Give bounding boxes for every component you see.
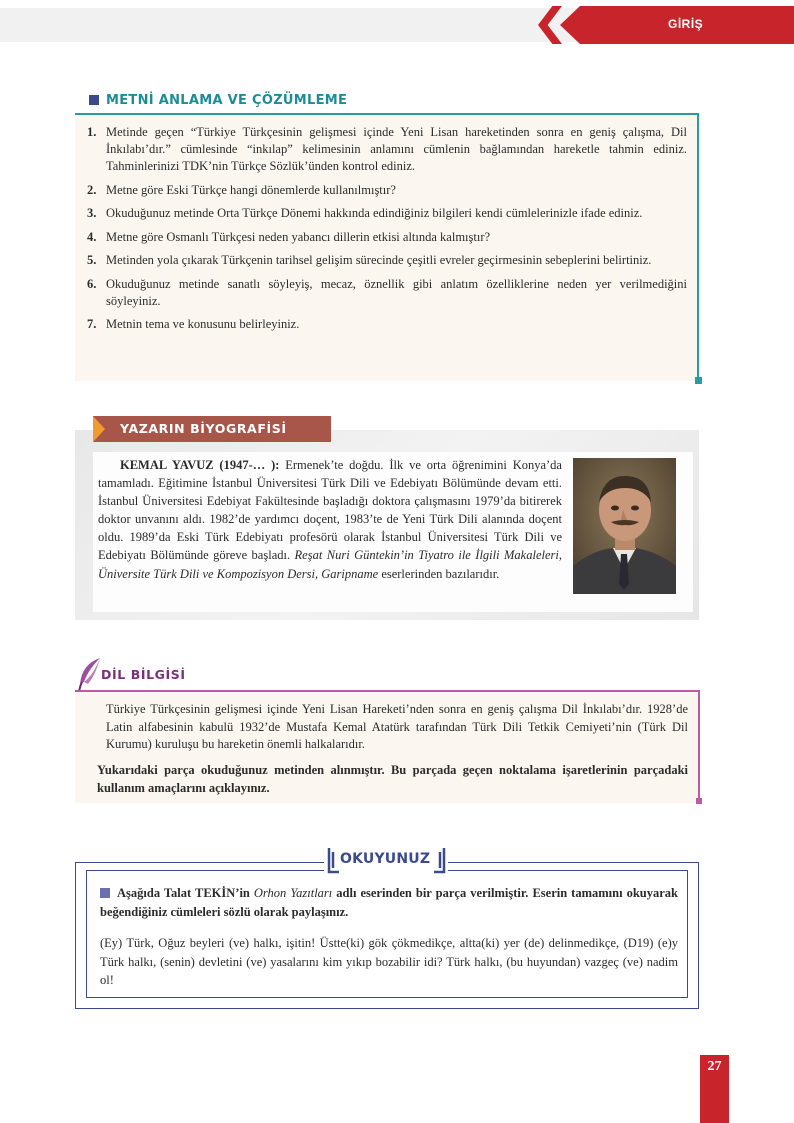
biography-body: Ermenek’te doğdu. İlk ve orta öğrenimini Konya’da tamamladı. Eğitimine İstanbul Üniversitesi Türk Dili ve Edebiyatı Bölümünde devam etti. İstanbul Üniversitesi Edebiyat Fakültesinde başladığı doktora çalışmasını 1979’da bitirerek doktor unvanını aldı. 1982’de yardımcı doçent, 1983’te de Yeni Türk Dili alanında doçent oldu. 1989’da Eski Türk Edebiyatı profesörü olarak İstanbul Üniversitesi Türk Dili ve Edebiyatı Bölümünde göreve başladı. [98, 458, 562, 563]
question-text: Metinde geçen “Türkiye Türkçesinin gelişmesi içinde Yeni Lisan hareketinden sonra en geniş çalışma, Dil İnkılabı’dır.” cümlesinde “inkılap” kelimesinin anlamını cümlenin bağlamından hareketle tahmin ediniz. Tahminlerinizi TDK’nin Türkçe Sözlük’ünden kontrol ediniz. [106, 125, 687, 173]
question-item [87, 205, 687, 222]
question-number: 7. [87, 317, 97, 331]
prompt-part-a: Aşağıda Talat TEKİN’in [117, 886, 254, 900]
question-number: 6. [87, 276, 97, 291]
dil-bilgisi-title: DİL BİLGİSİ [101, 667, 186, 682]
section-title [89, 93, 347, 108]
page-number: 27 [707, 1059, 722, 1074]
question-item [87, 124, 687, 175]
question-number: 2. [87, 182, 97, 197]
question-number: 3. [87, 206, 97, 220]
question-item [87, 182, 687, 199]
question-item [87, 229, 687, 246]
corner-dot-icon [696, 798, 702, 804]
okuyunuz-title: OKUYUNUZ [340, 851, 431, 867]
work-title: Orhon Yazıtları [253, 886, 333, 900]
question-text: Okuduğunuz metinde Orta Türkçe Dönemi hakkında edindiğiniz bilgileri kendi cümlelerinizle ifade ediniz. [106, 206, 643, 220]
question-text: Okuduğunuz metinde sanatlı söyleyiş, mecaz, öznellik gibi anlatım özelliklerine neden yer verilmediğini söyleyiniz. [106, 276, 687, 308]
question-text: Metinden yola çıkarak Türkçenin tarihsel gelişim sürecinde çeşitli evreler geçirmesinin sebeplerini belirtiniz. [106, 253, 652, 267]
question-list [87, 124, 687, 340]
okuyunuz-excerpt: (Ey) Türk, Oğuz beyleri (ve) halkı, işitin! Üstte(ki) gök çökmedikçe, altta(ki) yer (de) delinmedikçe, (D19) (e)y Türk halkı, (senin) devletini (ve) yasalarını kim yıkıp bozabilir idi? Türk halkı, (bu huyundan) vazgeç (ve) nadim ol! [100, 936, 678, 987]
section-title-text: METNİ ANLAMA VE ÇÖZÜMLEME [106, 93, 348, 108]
right-bracket-icon [432, 846, 446, 874]
square-bullet-icon [89, 95, 99, 105]
author-name: KEMAL YAVUZ (1947-… ): [120, 458, 280, 472]
square-bullet-icon [100, 888, 110, 898]
question-item [87, 252, 687, 269]
question-item [87, 276, 687, 310]
section-tab-label: GİRİŞ [668, 17, 704, 31]
okuyunuz-prompt [100, 884, 678, 921]
corner-dot-icon [695, 377, 702, 384]
question-text: Metne göre Eski Türkçe hangi dönemlerde kullanılmıştır? [106, 182, 396, 197]
question-number: 5. [87, 253, 97, 267]
biography-text [98, 456, 562, 583]
question-item [87, 316, 687, 333]
biography-title: YAZARIN BİYOGRAFİSİ [120, 421, 287, 436]
author-works: Reşat Nuri Güntekin’in Tiyatro ile İlgili Makaleleri, Üniversite Türk Dili ve Kompozisyon Dersi, Garipname [98, 548, 562, 581]
author-portrait [573, 458, 676, 594]
question-number: 4. [87, 229, 97, 244]
left-bracket-icon [327, 846, 341, 874]
question-text: Metne göre Osmanlı Türkçesi neden yabancı dillerin etkisi altında kalmıştır? [106, 229, 491, 244]
dil-bilgisi-paragraph: Türkiye Türkçesinin gelişmesi içinde Yeni Lisan Hareketi’nden sonra en geniş çalışma Dil İnkılabı’dır. 1928’de Latin alfabesinin kabulü 1932’de Mustafa Kemal Atatürk tarafından Türk Dili Tetkik Cemiyeti’nin (Türk Dil Kurumu) kuruluşu bu hareketin önemli halkalarıdır. [106, 702, 688, 751]
question-text: Metnin tema ve konusunu belirleyiniz. [106, 317, 300, 331]
biography-tail: eserlerinden bazılarıdır. [378, 566, 500, 581]
dil-bilgisi-question: Yukarıdaki parça okuduğunuz metinden alınmıştır. Bu parçada geçen noktalama işaretlerinin parçadaki kullanım amaçlarını açıklayınız. [97, 763, 688, 795]
question-number: 1. [87, 125, 97, 139]
prompt-part-b: adlı eserinden bir parça verilmiştir. Eserin tamamını okuyarak beğendiğiniz cümleleri sözlü olarak paylaşınız. [100, 886, 678, 919]
